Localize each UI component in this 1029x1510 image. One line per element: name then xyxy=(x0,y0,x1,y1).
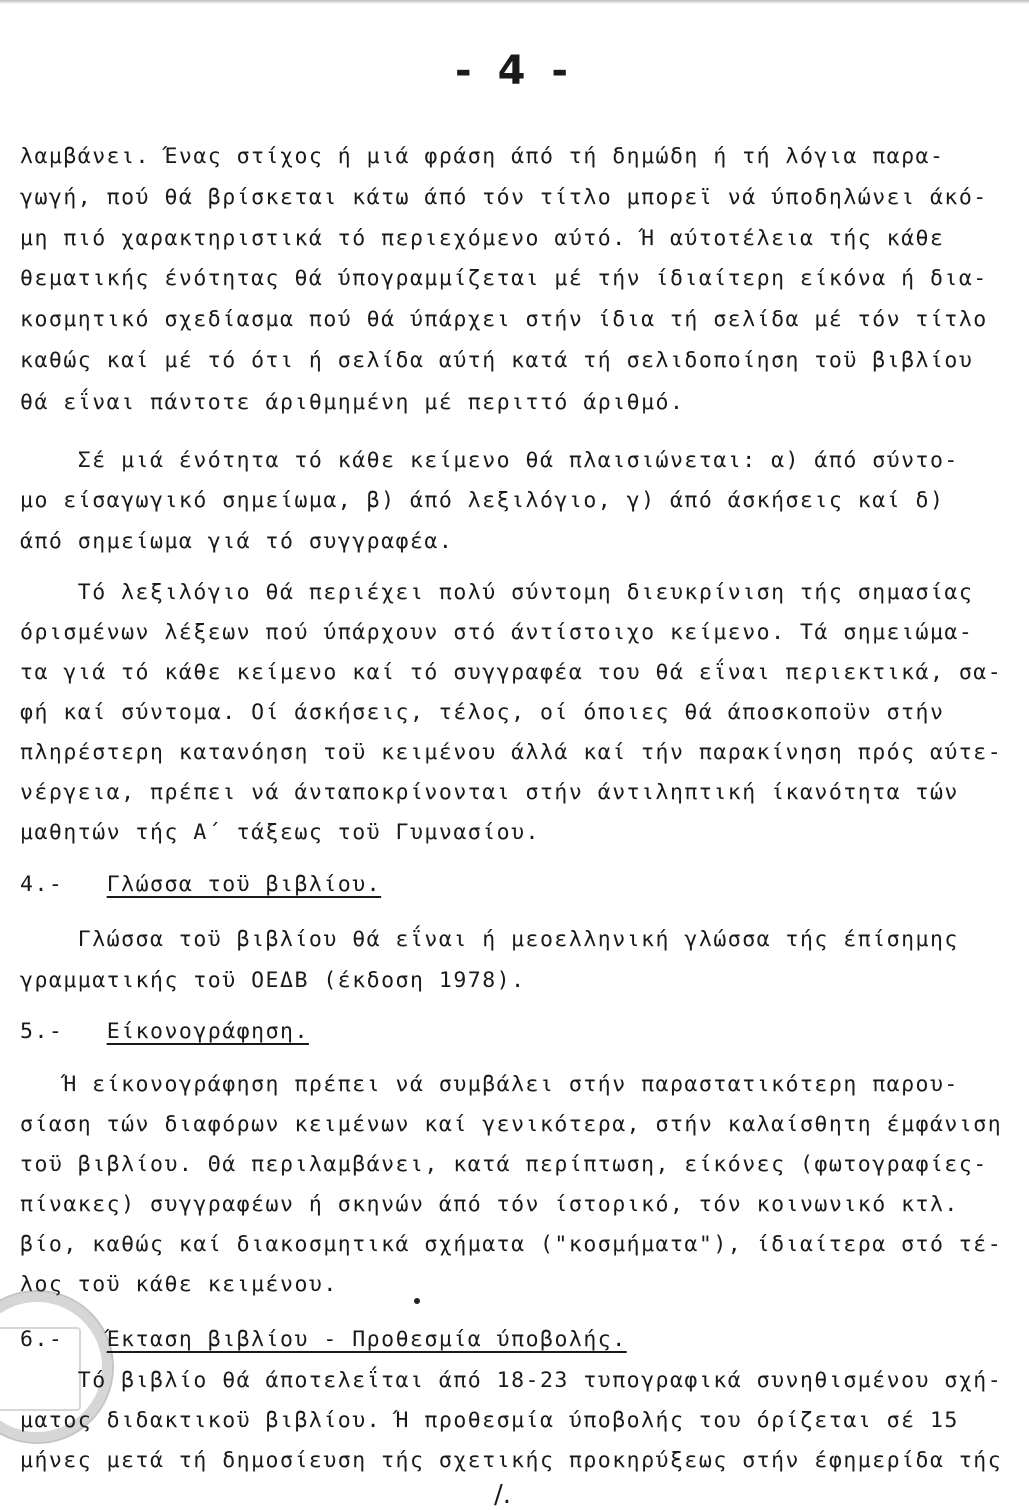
text-line: μαθητών τής Α΄ τάξεως τοϋ Γυμνασίου. xyxy=(20,820,540,845)
text-line: βίο, καθώς καί διακοσμητικά σχήματα ("κοσμήματα"), ίδιαίτερα στό τέ- xyxy=(20,1232,1003,1257)
text-line: μο είσαγωγικό σημείωμα, β) άπό λεξιλόγιο, γ) άπό άσκήσεις καί δ) xyxy=(20,488,945,513)
text-line: μη πιό χαρακτηριστικά τό περιεχόμενο αύτό. Ή αύτοτέλεια τής κάθε xyxy=(20,226,945,251)
text-line: λος τοϋ κάθε κειμένου. xyxy=(20,1272,338,1297)
text-line: ματος διδακτικοϋ βιβλίου. Ή προθεσμία ύποβολής του όρίζεται σέ 15 xyxy=(20,1408,959,1433)
section-number: 6.- xyxy=(20,1327,64,1352)
text-line: καθώς καί μέ τό ότι ή σελίδα αύτή κατά τή σελιδοποίηση τοϋ βιβλίου xyxy=(20,348,974,373)
scan-edge xyxy=(0,0,1029,4)
section-heading-6 xyxy=(20,1325,627,1355)
text-line: τα γιά τό κάθε κείμενο καί τό συγγραφέα του θά εΐναι περιεκτικά, σα- xyxy=(20,660,1003,685)
section-heading-4 xyxy=(20,870,381,900)
text-line: Τό βιβλίο θά άποτελεΐται άπό 18-23 τυπογραφικά συνηθισμένου σχή- xyxy=(20,1368,1003,1393)
section-title: Είκονογράφηση. xyxy=(106,1019,309,1044)
text-line: κοσμητικό σχεδίασμα πού θά ύπάρχει στήν ίδια τή σελίδα μέ τόν τίτλο xyxy=(20,307,988,332)
section-title: Γλώσσα τοϋ βιβλίου. xyxy=(106,872,382,897)
section-heading-5 xyxy=(20,1017,309,1047)
text-line: γωγή, πού θά βρίσκεται κάτω άπό τόν τίτλο μπορεϊ νά ύποδηλώνει άκό- xyxy=(20,185,988,210)
text-line: μήνες μετά τή δημοσίευση τής σχετικής προκηρύξεως στήν έφημερίδα τής xyxy=(20,1448,1003,1473)
page-end-mark: /. xyxy=(494,1480,512,1510)
text-line: φή καί σύντομα. Οί άσκήσεις, τέλος, οί όποιες θά άποσκοποϋν στήν xyxy=(20,700,945,725)
text-line: Ή είκονογράφηση πρέπει νά συμβάλει στήν παραστατικότερη παρου- xyxy=(20,1072,959,1097)
section-number: 4.- xyxy=(20,872,64,897)
text-line: γραμματικής τοϋ ΟΕΔΒ (έκδοση 1978). xyxy=(20,968,526,993)
text-line: σίαση τών διαφόρων κειμένων καί γενικότερα, στήν καλαίσθητη έμφάνιση xyxy=(20,1112,1003,1137)
text-line: πίνακες) συγγραφέων ή σκηνών άπό τόν ίστορικό, τόν κοινωνικό κτλ. xyxy=(20,1192,959,1217)
text-line: άπό σημείωμα γιά τό συγγραφέα. xyxy=(20,529,454,554)
text-line: Γλώσσα τοϋ βιβλίου θά εΐναι ή μεοελληνική γλώσσα τής έπίσημης xyxy=(20,927,959,952)
ink-dot xyxy=(414,1298,420,1304)
section-number: 5.- xyxy=(20,1019,64,1044)
section-title: Έκταση βιβλίου - Προθεσμία ύποβολής. xyxy=(106,1327,627,1352)
text-line: νέργεια, πρέπει νά άνταποκρίνονται στήν άντιληπτική ίκανότητα τών xyxy=(20,780,959,805)
text-line: θά εΐναι πάντοτε άριθμημένη μέ περιττό άριθμό. xyxy=(20,390,685,415)
text-line: θεματικής ένότητας θά ύπογραμμίζεται μέ τήν ίδιαίτερη είκόνα ή δια- xyxy=(20,266,988,291)
page-number: - 4 - xyxy=(455,48,574,94)
text-line: όρισμένων λέξεων πού ύπάρχουν στό άντίστοιχο κείμενο. Τά σημειώμα- xyxy=(20,620,974,645)
text-line: πληρέστερη κατανόηση τοϋ κειμένου άλλά καί τήν παρακίνηση πρός αύτε- xyxy=(20,740,1003,765)
text-line: Τό λεξιλόγιο θά περιέχει πολύ σύντομη διευκρίνιση τής σημασίας xyxy=(20,580,974,605)
text-line: Σέ μιά ένότητα τό κάθε κείμενο θά πλαισιώνεται: α) άπό σύντο- xyxy=(20,448,959,473)
text-line: λαμβάνει. Ένας στίχος ή μιά φράση άπό τή δημώδη ή τή λόγια παρα- xyxy=(20,144,945,169)
text-line: τοϋ βιβλίου. Θά περιλαμβάνει, κατά περίπτωση, είκόνες (φωτογραφίες- xyxy=(20,1152,988,1177)
